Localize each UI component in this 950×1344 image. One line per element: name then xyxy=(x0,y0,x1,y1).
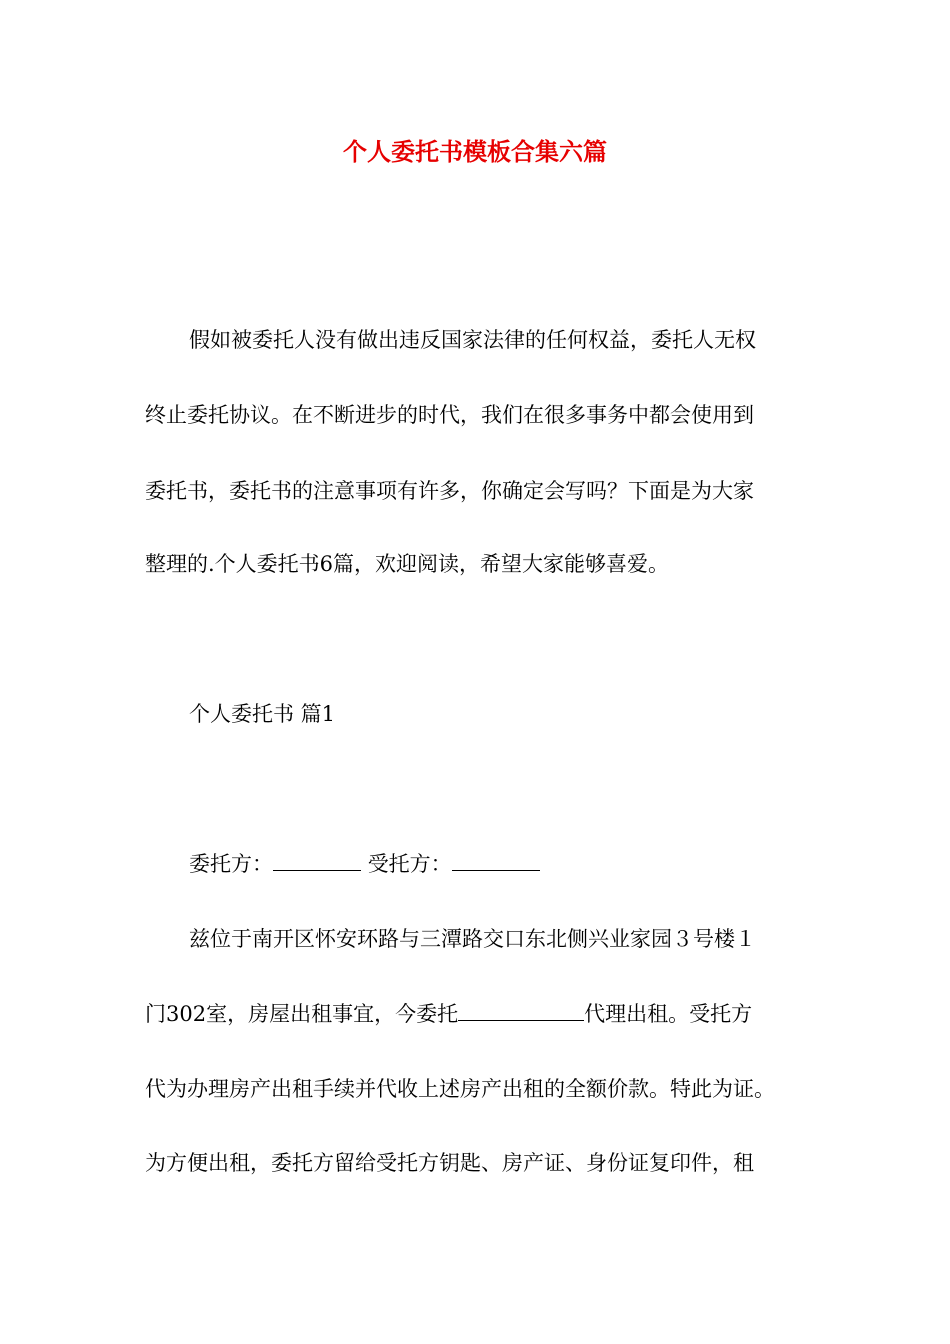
intro-line-2: 终止委托协议。在不断进步的时代，我们在很多事务中都会使用到 xyxy=(145,403,754,427)
body-line-3: 代为办理房产出租手续并代收上述房产出租的全额价款。特此为证。 xyxy=(145,1077,775,1101)
agent-label: 受托方： xyxy=(367,852,452,876)
agent-blank xyxy=(452,850,540,871)
section-heading: 个人委托书 篇1 xyxy=(189,702,336,726)
parties-line xyxy=(189,848,540,880)
body-line-2 xyxy=(145,998,752,1030)
document-title: 个人委托书模板合集六篇 xyxy=(343,137,607,166)
intro-line-4: 整理的.个人委托书6篇，欢迎阅读，希望大家能够喜爱。 xyxy=(145,552,670,576)
body-line-2-before: 门302室，房屋出租事宜，今委托 xyxy=(145,1002,459,1026)
intro-line-1: 假如被委托人没有做出违反国家法律的任何权益，委托人无权 xyxy=(189,328,756,352)
body-line-4: 为方便出租，委托方留给受托方钥匙、房产证、身份证复印件，租 xyxy=(145,1151,754,1175)
intro-line-3: 委托书，委托书的注意事项有许多，你确定会写吗？下面是为大家 xyxy=(145,479,754,503)
principal-label: 委托方： xyxy=(189,852,273,876)
agent-name-blank xyxy=(458,1000,584,1021)
principal-blank xyxy=(273,850,361,871)
body-line-2-after: 代理出租。受托方 xyxy=(584,1002,753,1026)
body-line-1: 兹位于南开区怀安环路与三潭路交口东北侧兴业家园３号楼１ xyxy=(189,927,756,951)
